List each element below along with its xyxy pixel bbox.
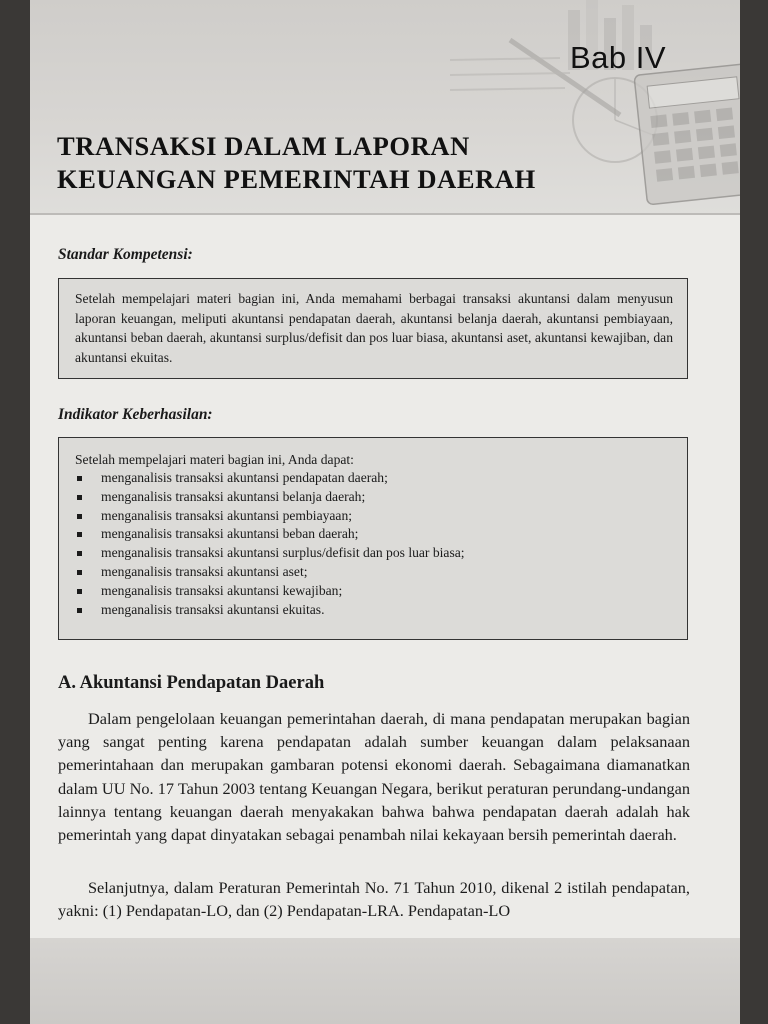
- chapter-title-line: TRANSAKSI DALAM LAPORAN: [57, 131, 470, 161]
- indikator-keberhasilan-box: [58, 437, 688, 640]
- list-item-text: menganalisis transaksi akuntansi surplus/defisit dan pos luar biasa;: [101, 545, 465, 561]
- chapter-number: Bab IV: [570, 40, 667, 75]
- list-item-text: menganalisis transaksi akuntansi pembiayaan;: [101, 507, 353, 523]
- section-heading: A. Akuntansi Pendapatan Daerah: [58, 673, 325, 693]
- body-paragraph: Selanjutnya, dalam Peraturan Pemerintah No. 71 Tahun 2010, dikenal 2 istilah pendapatan, yakni: (1) Pendapatan-LO, dan (2) Pendapatan-LRA. Pendapatan-LO: [58, 878, 690, 921]
- list-item: [75, 469, 673, 488]
- standar-kompetensi-text: Setelah mempelajari materi bagian ini, Anda memahami berbagai transaksi akuntansi dalam menyusun laporan keuangan, meliputi akuntansi pendapatan daerah, akuntansi belanja daerah, akuntansi pembiayaan, akuntansi beban daerah, akuntansi surplus/defisit dan pos luar biasa, akuntansi aset, akuntansi kewajiban, dan akuntansi ekuitas.: [75, 291, 673, 365]
- list-item: [75, 582, 673, 601]
- page-bottom-band: [30, 938, 740, 1024]
- square-bullet-icon: [77, 476, 82, 481]
- list-item: [75, 525, 673, 544]
- list-item: [75, 544, 673, 563]
- indikator-list: [75, 469, 673, 619]
- list-item-text: menganalisis transaksi akuntansi belanja daerah;: [101, 488, 366, 504]
- square-bullet-icon: [77, 551, 82, 556]
- list-item-text: menganalisis transaksi akuntansi kewajiban;: [101, 582, 343, 598]
- list-item: [75, 601, 673, 620]
- list-item: [75, 563, 673, 582]
- square-bullet-icon: [77, 570, 82, 575]
- list-item: [75, 507, 673, 526]
- chapter-header: [30, 0, 740, 215]
- chapter-title: [57, 130, 536, 196]
- square-bullet-icon: [77, 495, 82, 500]
- chapter-title-line: KEUANGAN PEMERINTAH DAERAH: [57, 164, 536, 194]
- body-paragraph-block: [58, 707, 690, 853]
- list-item-text: menganalisis transaksi akuntansi ekuitas.: [101, 601, 325, 617]
- standar-kompetensi-heading: Standar Kompetensi:: [58, 246, 193, 263]
- standar-kompetensi-box: [58, 278, 688, 379]
- indikator-keberhasilan-heading: Indikator Keberhasilan:: [58, 406, 213, 423]
- indikator-intro: Setelah mempelajari materi bagian ini, Anda dapat:: [75, 452, 354, 467]
- body-paragraph-block: [58, 876, 690, 929]
- list-item-text: menganalisis transaksi akuntansi pendapatan daerah;: [101, 470, 388, 485]
- list-item: [75, 488, 673, 507]
- square-bullet-icon: [77, 589, 82, 594]
- square-bullet-icon: [77, 514, 82, 519]
- book-page: [30, 0, 740, 1024]
- list-item-text: menganalisis transaksi akuntansi aset;: [101, 563, 308, 579]
- list-item-text: menganalisis transaksi akuntansi beban daerah;: [101, 526, 359, 542]
- square-bullet-icon: [77, 608, 82, 613]
- square-bullet-icon: [77, 532, 82, 537]
- body-paragraph: Dalam pengelolaan keuangan pemerintahan daerah, di mana pendapatan merupakan bagian yang sangat penting karena pendapatan adalah sumber keuangan dalam pelaksanaan pemerintahaan dan merupakan gambaran potensi ekonomi daerah. Sebagaimana diamanatkan dalam UU No. 17 Tahun 2003 tentang Keuangan Negara, berikut peraturan perundang-undangan lainnya tentang keuangan daerah menyakakan bahwa bahwa pendapatan daerah adalah hak pemerintah yang dapat dinyatakan sebagai penambah nilai kekayaan bersih pemerintah daerah.: [58, 709, 690, 845]
